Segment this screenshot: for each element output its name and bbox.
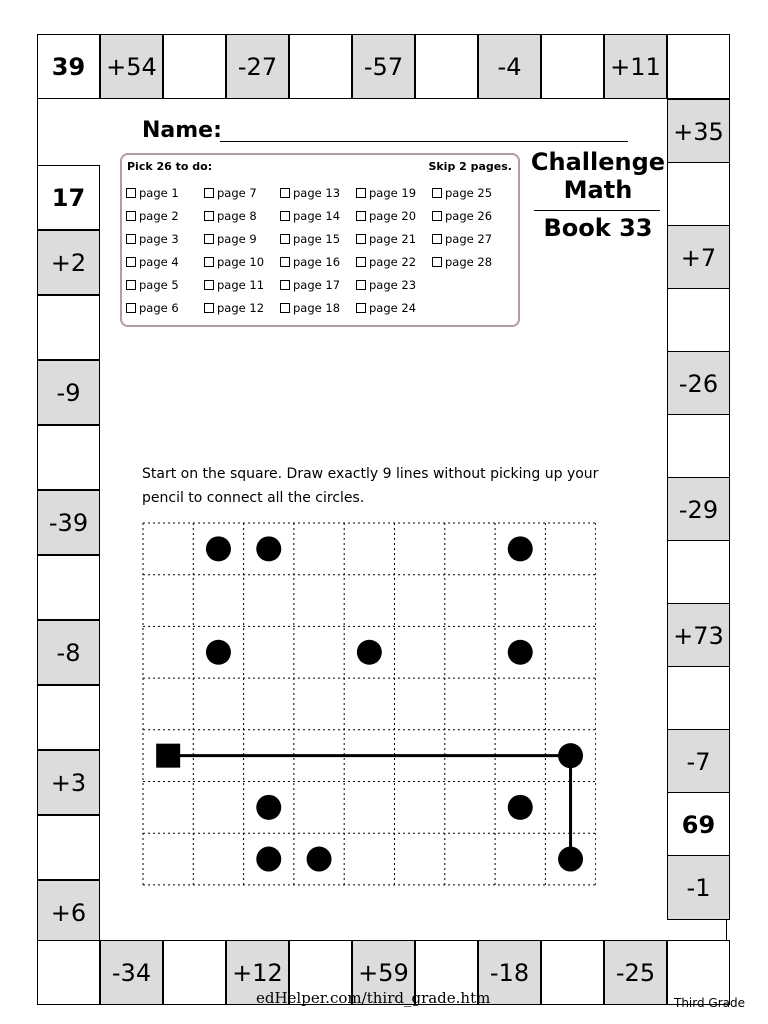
page-checklist-box [120, 153, 520, 327]
board-space-right-0: +35 [667, 99, 730, 164]
board-space-bottom-8 [541, 940, 604, 1005]
board-space-bottom-1: -34 [100, 940, 163, 1005]
page-checkbox-item[interactable] [280, 273, 360, 296]
page-checkbox-item[interactable] [280, 181, 360, 204]
footer-url: edHelper.com/third_grade.htm [256, 989, 491, 1007]
page-checkbox-item[interactable] [432, 204, 512, 227]
board-space-right-1 [667, 162, 730, 227]
page-checkbox-item[interactable] [432, 227, 512, 250]
page-checkbox-item[interactable] [432, 250, 512, 273]
board-space-right-6: -29 [667, 477, 730, 542]
page-label: page 26 [445, 208, 493, 223]
board-space-top-8 [541, 34, 604, 99]
page-label: page 18 [293, 300, 341, 315]
page-label: page 17 [293, 277, 341, 292]
board-space-top-4 [289, 34, 352, 99]
page-checkbox-item[interactable] [280, 296, 360, 319]
checkbox[interactable] [204, 257, 214, 267]
checklist-column [126, 181, 206, 319]
checkbox[interactable] [356, 188, 366, 198]
checkbox[interactable] [280, 257, 290, 267]
board-space-left-5: -39 [37, 490, 100, 555]
checkbox[interactable] [280, 280, 290, 290]
board-space-right-9 [667, 666, 730, 731]
checkbox[interactable] [126, 188, 136, 198]
page-checkbox-item[interactable] [126, 273, 206, 296]
page-label: page 7 [217, 185, 257, 200]
board-space-right-12: -1 [667, 855, 730, 920]
page-label: page 25 [445, 185, 493, 200]
page-checkbox-item[interactable] [204, 250, 284, 273]
board-space-left-0: 17 [37, 165, 100, 230]
checkbox[interactable] [280, 211, 290, 221]
page-label: page 4 [139, 254, 179, 269]
checkbox[interactable] [356, 211, 366, 221]
puzzle-dot [558, 847, 583, 872]
page-label: page 22 [369, 254, 417, 269]
pick-instruction: Pick 26 to do: [127, 160, 213, 173]
board-space-left-9: +3 [37, 750, 100, 815]
puzzle-dot [307, 847, 332, 872]
checkbox[interactable] [204, 234, 214, 244]
board-space-left-3: -9 [37, 360, 100, 425]
board-space-right-5 [667, 414, 730, 479]
checklist-column [204, 181, 284, 319]
page-label: page 8 [217, 208, 257, 223]
puzzle-dot [206, 640, 231, 665]
board-space-top-2 [163, 34, 226, 99]
checkbox[interactable] [204, 211, 214, 221]
board-space-bottom-5: +59 [352, 940, 415, 1005]
book-title [530, 148, 666, 204]
page-checkbox-item[interactable] [204, 181, 284, 204]
puzzle-dot [357, 640, 382, 665]
page-checkbox-item[interactable] [280, 204, 360, 227]
name-field-line[interactable] [220, 141, 628, 142]
page-label: page 3 [139, 231, 179, 246]
page-checkbox-item[interactable] [356, 273, 436, 296]
page-label: page 2 [139, 208, 179, 223]
page-checkbox-item[interactable] [204, 227, 284, 250]
board-space-right-11: 69 [667, 792, 730, 857]
page-checkbox-item[interactable] [126, 250, 206, 273]
page-checkbox-item[interactable] [356, 204, 436, 227]
page-label: page 11 [217, 277, 265, 292]
board-space-left-10 [37, 815, 100, 880]
board-space-top-3: -27 [226, 34, 289, 99]
page-checkbox-item[interactable] [204, 296, 284, 319]
page-checkbox-item[interactable] [126, 181, 206, 204]
checkbox[interactable] [126, 211, 136, 221]
puzzle-instructions: Start on the square. Draw exactly 9 lines without picking up your pencil to connect all the circles. [142, 466, 599, 506]
board-space-right-2: +7 [667, 225, 730, 290]
checkbox[interactable] [432, 257, 442, 267]
checkbox[interactable] [280, 234, 290, 244]
title-rule [534, 210, 660, 211]
page-checkbox-item[interactable] [356, 181, 436, 204]
page-checkbox-item[interactable] [356, 250, 436, 273]
board-space-left-7: -8 [37, 620, 100, 685]
puzzle-dot [256, 847, 281, 872]
board-space-top-5: -57 [352, 34, 415, 99]
checkbox[interactable] [126, 280, 136, 290]
page-label: page 9 [217, 231, 257, 246]
checkbox[interactable] [126, 303, 136, 313]
page-label: page 10 [217, 254, 265, 269]
board-space-left-1: +2 [37, 230, 100, 295]
board-space-top-9: +11 [604, 34, 667, 99]
board-space-bottom-9: -25 [604, 940, 667, 1005]
board-space-bottom-3: +12 [226, 940, 289, 1005]
page-checkbox-item[interactable] [204, 273, 284, 296]
checkbox[interactable] [356, 303, 366, 313]
checkbox[interactable] [280, 188, 290, 198]
checkbox[interactable] [126, 257, 136, 267]
page-label: page 1 [139, 185, 179, 200]
puzzle-dot [256, 795, 281, 820]
page-checkbox-item[interactable] [126, 204, 206, 227]
puzzle-dot [558, 743, 583, 768]
page-label: page 14 [293, 208, 341, 223]
page-checkbox-item[interactable] [126, 296, 206, 319]
board-space-left-8 [37, 685, 100, 750]
board-space-right-8: +73 [667, 603, 730, 668]
dot-puzzle-grid[interactable] [142, 522, 596, 886]
checkbox[interactable] [356, 257, 366, 267]
footer-grade: Third Grade [674, 996, 746, 1010]
checkbox[interactable] [356, 280, 366, 290]
book-number: Book 33 [543, 214, 653, 242]
name-label: Name: [142, 118, 222, 143]
puzzle-dot [206, 536, 231, 561]
page-label: page 28 [445, 254, 493, 269]
board-space-left-11: +6 [37, 880, 100, 945]
board-space-bottom-2 [163, 940, 226, 1005]
page-checkbox-item[interactable] [356, 296, 436, 319]
page-checkbox-item[interactable] [126, 227, 206, 250]
puzzle-dot [508, 640, 533, 665]
board-space-bottom-0 [37, 940, 100, 1005]
page-checkbox-item[interactable] [280, 250, 360, 273]
page-label: page 23 [369, 277, 417, 292]
page-checkbox-item[interactable] [204, 204, 284, 227]
checklist-column [280, 181, 360, 319]
checklist-column [432, 181, 512, 273]
checkbox[interactable] [356, 234, 366, 244]
page-checkbox-item[interactable] [356, 227, 436, 250]
book-title-line2: Math [563, 176, 633, 204]
page-label: page 12 [217, 300, 265, 315]
checklist-column [356, 181, 436, 319]
page-checkbox-item[interactable] [432, 181, 512, 204]
board-space-right-7 [667, 540, 730, 605]
board-space-left-4 [37, 425, 100, 490]
board-space-left-2 [37, 295, 100, 360]
page-label: page 16 [293, 254, 341, 269]
checkbox[interactable] [126, 234, 136, 244]
board-space-top-1: +54 [100, 34, 163, 99]
checkbox[interactable] [280, 303, 290, 313]
page-label: page 20 [369, 208, 417, 223]
page-label: page 6 [139, 300, 179, 315]
page-label: page 13 [293, 185, 341, 200]
checkbox[interactable] [204, 303, 214, 313]
board-space-bottom-7: -18 [478, 940, 541, 1005]
page-label: page 15 [293, 231, 341, 246]
start-square [156, 744, 180, 768]
page-label: page 19 [369, 185, 417, 200]
checkbox[interactable] [432, 211, 442, 221]
puzzle-dot [256, 536, 281, 561]
page-label: page 21 [369, 231, 417, 246]
board-space-top-7: -4 [478, 34, 541, 99]
checkbox[interactable] [432, 234, 442, 244]
page-label: page 5 [139, 277, 179, 292]
puzzle-dot [508, 536, 533, 561]
board-space-right-4: -26 [667, 351, 730, 416]
board-space-left-6 [37, 555, 100, 620]
board-space-top-6 [415, 34, 478, 99]
page-label: page 27 [445, 231, 493, 246]
page-checkbox-item[interactable] [280, 227, 360, 250]
checkbox[interactable] [432, 188, 442, 198]
board-space-right-3 [667, 288, 730, 353]
board-space-top-10 [667, 34, 730, 99]
puzzle-dot [508, 795, 533, 820]
board-space-top-0: 39 [37, 34, 100, 99]
board-space-right-10: -7 [667, 729, 730, 794]
skip-instruction: Skip 2 pages. [428, 160, 512, 173]
checkbox[interactable] [204, 280, 214, 290]
book-title-line1: Challenge [530, 148, 666, 176]
page-label: page 24 [369, 300, 417, 315]
checkbox[interactable] [204, 188, 214, 198]
